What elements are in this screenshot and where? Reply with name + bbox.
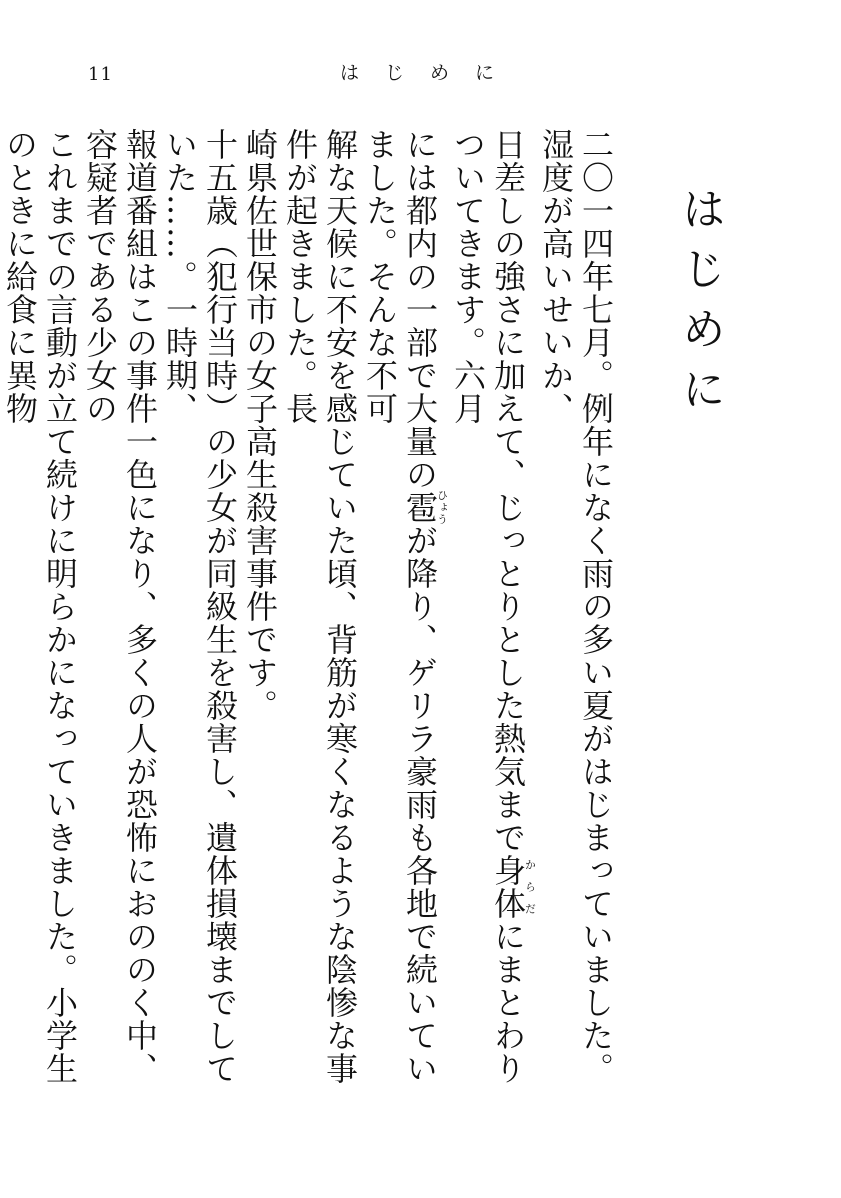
chapter-title: はじめに xyxy=(674,186,725,426)
text-line-5: 崎県佐世保市の女子高生殺害事件です。 xyxy=(241,128,279,722)
text-line-2: 日差しの強さに加えて、じっとりとした熱気まで身体からだにまとわりついてきます。六月 xyxy=(449,128,537,1085)
furigana: 身体からだ xyxy=(489,854,537,920)
text-line-6: 十五歳（犯行当時）の少女が同級生を殺害し、遺体損壊までしていた……。一時期、 xyxy=(161,128,239,1085)
text-line-1: 二〇一四年七月。例年になく雨の多い夏がはじまっていました。湿度が高いせいか、 xyxy=(537,128,615,1085)
page-number: 11 xyxy=(88,64,113,85)
text-line-3: には都内の一部で大量の雹ひょうが降り、ゲリラ豪雨も各地で続いていました。そんな不可 xyxy=(361,128,449,1085)
text-line-7: 報道番組はこの事件一色になり、多くの人が恐怖におののく中、容疑者である少女の xyxy=(81,128,159,1085)
furigana: 雹ひょう xyxy=(401,489,449,526)
text-line-8: これまでの言動が立て続けに明らかになっていきました。小学生のときに給食に異物 xyxy=(1,128,79,1085)
running-head: はじめに xyxy=(340,62,521,84)
body-text xyxy=(0,128,616,1113)
text-line-4: 解な天候に不安を感じていた頃、背筋が寒くなるような陰惨な事件が起きました。長 xyxy=(281,128,359,1085)
